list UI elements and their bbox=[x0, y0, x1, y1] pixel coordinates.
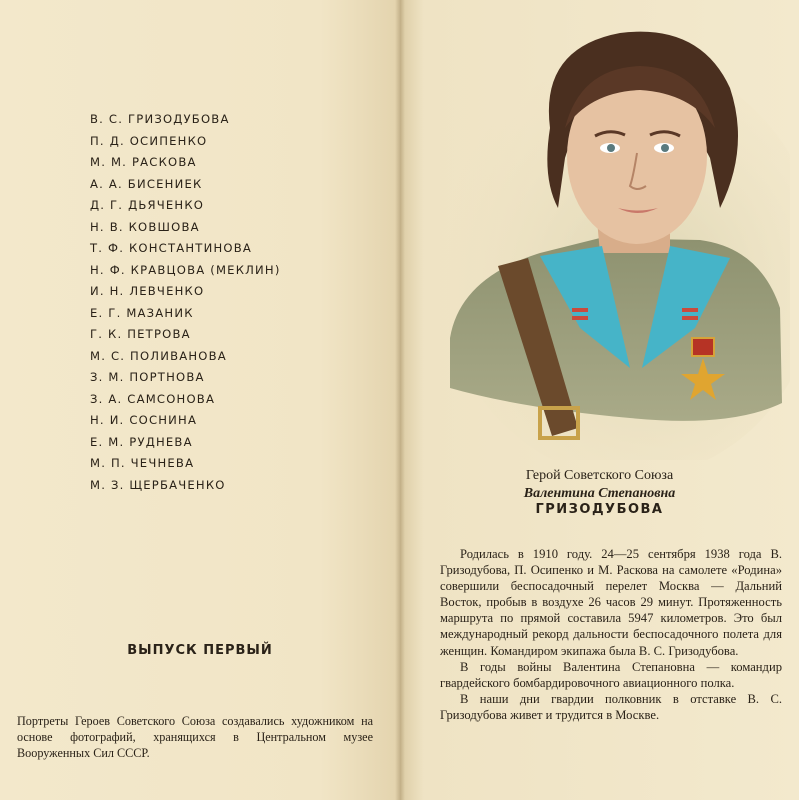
portrait-illustration bbox=[430, 8, 790, 460]
list-item: В. С. ГРИЗОДУБОВА bbox=[90, 112, 230, 126]
bio-paragraph: В наши дни гвардии полковник в отставке В. С. Гризодубова живет и трудится в Москве. bbox=[440, 691, 782, 722]
bio-paragraph: В годы войны Валентина Степановна — командир гвардейского бомбардировочного авиационного полка. bbox=[440, 659, 782, 690]
biography bbox=[440, 546, 782, 723]
caption-title: Герой Советского Союза bbox=[525, 468, 674, 483]
caption-given-name: Валентина Степановна bbox=[523, 486, 676, 501]
list-item: Г. К. ПЕТРОВА bbox=[90, 327, 191, 341]
list-item: Е. М. РУДНЕВА bbox=[90, 434, 193, 449]
list-item: Н. Ф. КРАВЦОВА (МЕКЛИН) bbox=[90, 262, 281, 277]
portrait-source-note: Портреты Героев Советского Союза создавались художником на основе фотографий, хранящихся в Центральном музее Вооруженных Сил СССР. bbox=[17, 714, 373, 760]
heroes-name-list bbox=[90, 109, 281, 496]
medal-ribbon bbox=[692, 338, 714, 356]
list-item: М. З. ЩЕРБАЧЕНКО bbox=[90, 477, 226, 492]
list-item: Д. Г. ДЬЯЧЕНКО bbox=[90, 198, 205, 212]
list-item: Е. Г. МАЗАНИК bbox=[90, 305, 194, 320]
issue-title: ВЫПУСК ПЕРВЫЙ bbox=[127, 643, 273, 658]
list-item: М. С. ПОЛИВАНОВА bbox=[90, 348, 227, 363]
list-item: З. А. САМСОНОВА bbox=[90, 391, 216, 406]
list-item: П. Д. ОСИПЕНКО bbox=[90, 133, 208, 148]
list-item: З. М. ПОРТНОВА bbox=[90, 370, 205, 384]
list-item: Т. Ф. КОНСТАНТИНОВА bbox=[90, 241, 252, 255]
list-item: Н. В. КОВШОВА bbox=[90, 219, 200, 234]
list-item: Н. И. СОСНИНА bbox=[90, 413, 198, 427]
list-item: М. П. ЧЕЧНЕВА bbox=[90, 456, 195, 470]
page-fold bbox=[395, 0, 405, 800]
list-item: И. Н. ЛЕВЧЕНКО bbox=[90, 284, 205, 298]
list-item: М. М. РАСКОВА bbox=[90, 155, 197, 169]
bio-paragraph: Родилась в 1910 году. 24—25 сентября 1938 года В. Гризодубова, П. Осипенко и М. Раскова на самолете «Родина» совершили беспосадочный перелет Москва — Дальний Восток, пробыв в воздухе 26 часов 29 минут. Протяженность маршрута по прямой составила 5947 километров. Это был международный рекорд дальности беспосадочного полета для женщин. Командиром экипажа была В. С. Гризодубова. bbox=[440, 547, 782, 658]
caption-surname: ГРИЗОДУБОВА bbox=[535, 502, 664, 517]
right-page bbox=[400, 0, 799, 800]
list-item: А. А. БИСЕНИЕК bbox=[90, 176, 203, 191]
